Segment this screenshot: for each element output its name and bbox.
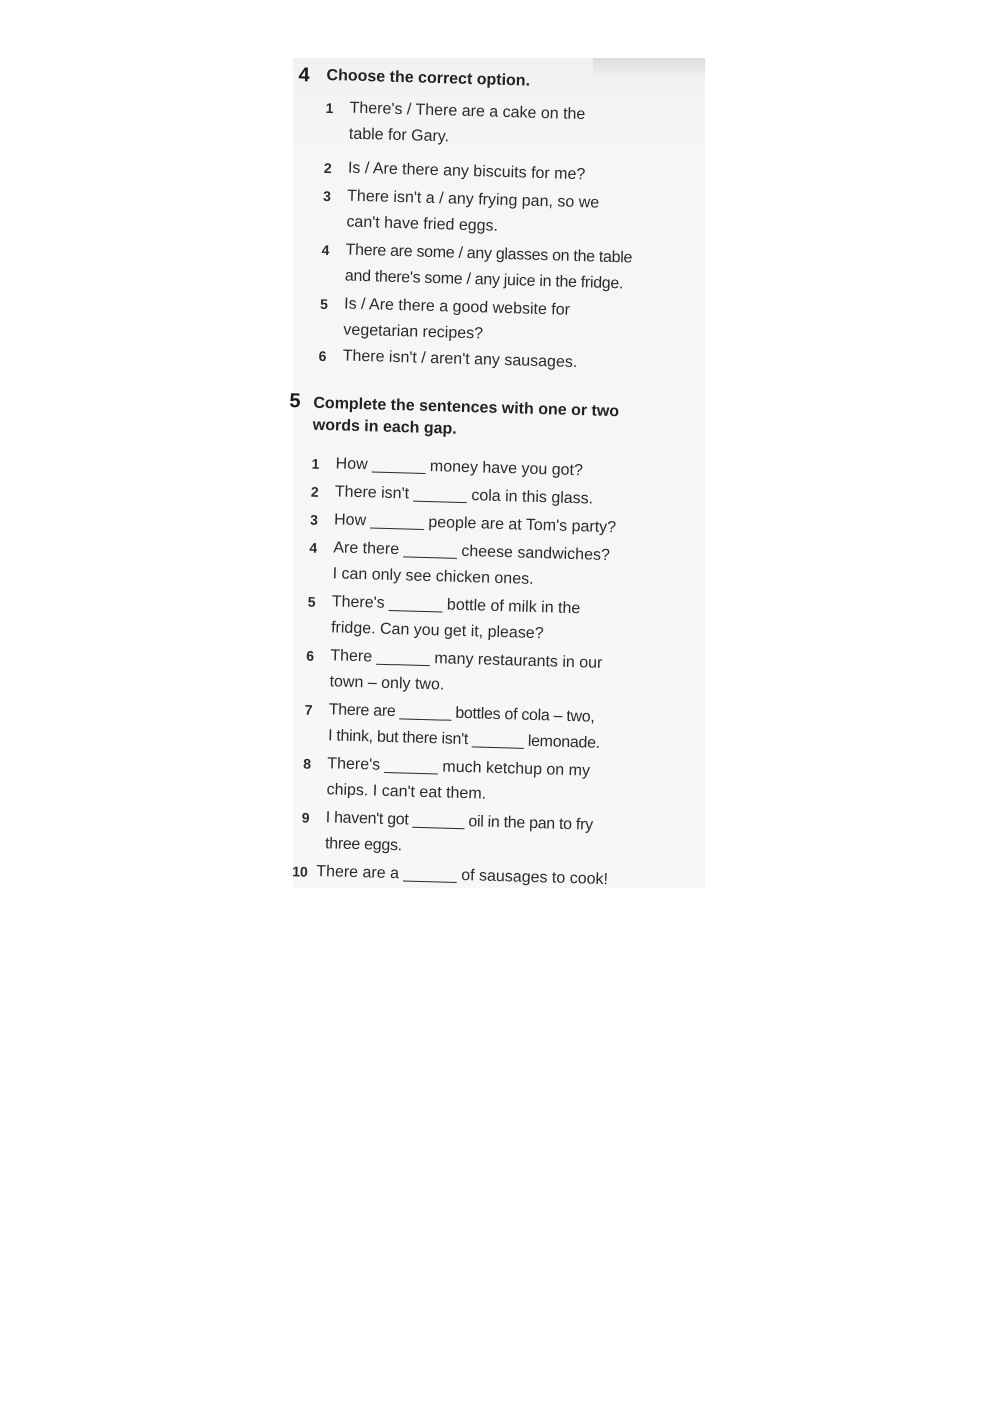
item-line: There ______ many restaurants in our — [330, 647, 603, 672]
item-line: can't have fried eggs. — [346, 213, 499, 235]
item-line: There isn't / aren't any sausages. — [342, 347, 578, 372]
item-line: There are ______ bottles of cola – two, — [328, 701, 595, 726]
instruction-line: Complete the sentences with one or two — [313, 394, 620, 421]
section-4-number: 4 — [298, 64, 310, 87]
item-line: town – only two. — [329, 673, 445, 694]
item-number: 9 — [301, 809, 310, 826]
item-number: 8 — [303, 755, 312, 772]
section-5-number: 5 — [289, 390, 301, 413]
item-line: How ______ money have you got? — [335, 455, 584, 480]
item-number: 6 — [318, 347, 327, 365]
item-line: There are a ______ of sausages to cook! — [316, 862, 609, 889]
item-line: How ______ people are at Tom's party? — [333, 511, 617, 537]
item-number: 5 — [307, 593, 316, 610]
item-line: I think, but there isn't ______ lemonade. — [327, 727, 601, 752]
item-number: 4 — [309, 539, 318, 556]
item-line: There's ______ bottle of milk in the — [331, 593, 581, 618]
item-line: There are some / any glasses on the table — [345, 241, 633, 267]
item-line: table for Gary. — [348, 125, 450, 146]
item-number: 2 — [310, 483, 319, 500]
item-number: 1 — [311, 455, 320, 472]
section-4-instruction: Choose the correct option. — [326, 66, 531, 90]
item-line: Is / Are there a good website for — [343, 295, 571, 319]
item-line: fridge. Can you get it, please? — [330, 619, 544, 643]
item-line: There's / There are a cake on the — [349, 99, 586, 124]
item-line: three eggs. — [324, 835, 403, 855]
item-number: 3 — [309, 511, 319, 528]
item-line: Are there ______ cheese sandwiches? — [333, 539, 611, 565]
item-number: 3 — [322, 187, 332, 205]
item-line: and there's some / any juice in the fridge. — [344, 267, 624, 293]
item-number: 6 — [306, 647, 315, 664]
item-line: There isn't a / any frying pan, so we — [346, 187, 600, 212]
scanned-worksheet — [289, 58, 705, 889]
worksheet-content — [270, 58, 705, 899]
item-number: 10 — [292, 863, 309, 880]
section-5-instruction — [312, 393, 619, 446]
item-number: 5 — [319, 295, 329, 313]
item-line: I can only see chicken ones. — [332, 565, 534, 588]
item-line: I haven't got ______ oil in the pan to fry — [325, 809, 594, 834]
instruction-line: words in each gap. — [312, 416, 457, 438]
item-line: Is / Are there any biscuits for me? — [347, 159, 586, 184]
item-line: There's ______ much ketchup on my — [327, 755, 591, 780]
item-number: 7 — [304, 701, 313, 718]
item-number: 2 — [323, 159, 332, 177]
item-line: There isn't ______ cola in this glass. — [334, 483, 594, 508]
item-number: 1 — [325, 99, 334, 117]
item-number: 4 — [321, 241, 330, 259]
item-line: chips. I can't eat them. — [326, 781, 487, 803]
item-line: vegetarian recipes? — [343, 321, 484, 343]
